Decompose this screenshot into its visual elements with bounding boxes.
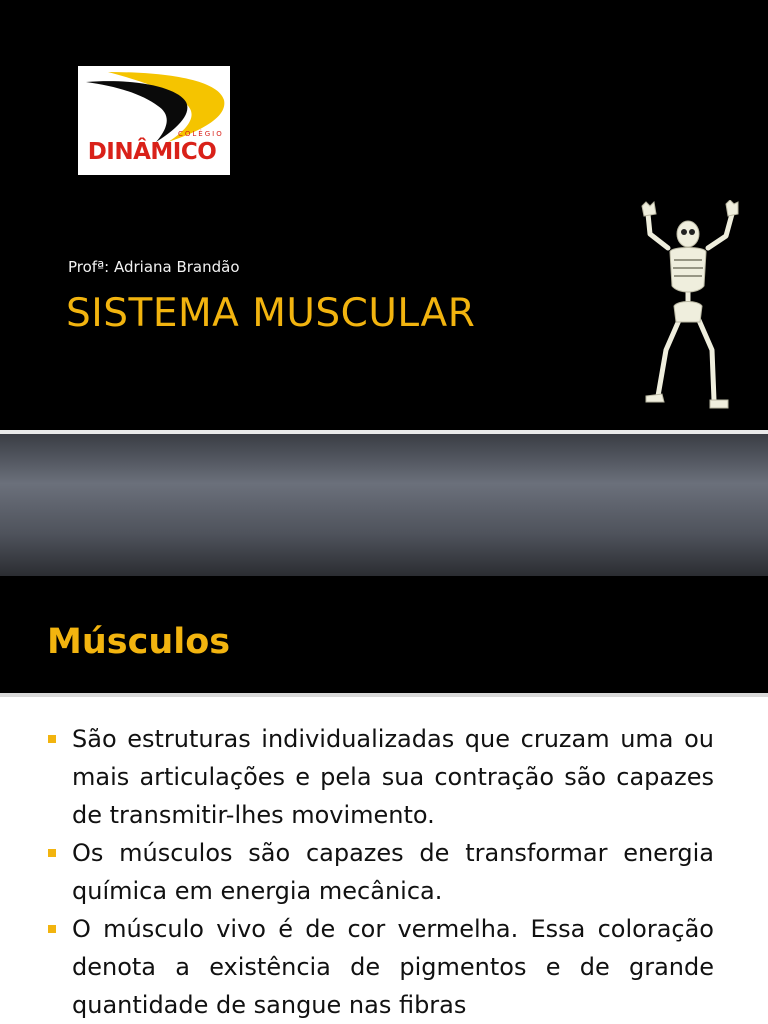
bullet-text: São estruturas individualizadas que cruzam uma ou mais articulações e pela sua contração são capazes de transmitir-lhes movimento. xyxy=(72,725,714,829)
dancing-skeleton-image xyxy=(622,200,754,412)
bullet-text: Os músculos são capazes de transformar energia química em energia mecânica. xyxy=(72,839,714,905)
gradient-band xyxy=(0,434,768,576)
bullet-item xyxy=(48,720,714,834)
slide-title: SISTEMA MUSCULAR xyxy=(66,291,476,336)
logo-small-text: COLÉGIO xyxy=(178,130,224,138)
bullet-text: O músculo vivo é de cor vermelha. Essa coloração denota a existência de pigmentos e de grande quantidade de sangue nas fibras xyxy=(72,915,714,1019)
school-logo xyxy=(78,66,230,175)
logo-brand-text: DINÂMICO xyxy=(87,139,217,165)
content-slide-body xyxy=(0,697,768,1024)
bullet-marker-icon xyxy=(48,925,56,933)
slide-heading: Músculos xyxy=(47,622,231,662)
bullet-marker-icon xyxy=(48,849,56,857)
author-subtitle: Profª: Adriana Brandão xyxy=(68,258,240,276)
bullet-item xyxy=(48,910,714,1024)
bullet-marker-icon xyxy=(48,735,56,743)
bullet-list xyxy=(48,720,714,1024)
bullet-item xyxy=(48,834,714,910)
title-slide xyxy=(0,0,768,430)
